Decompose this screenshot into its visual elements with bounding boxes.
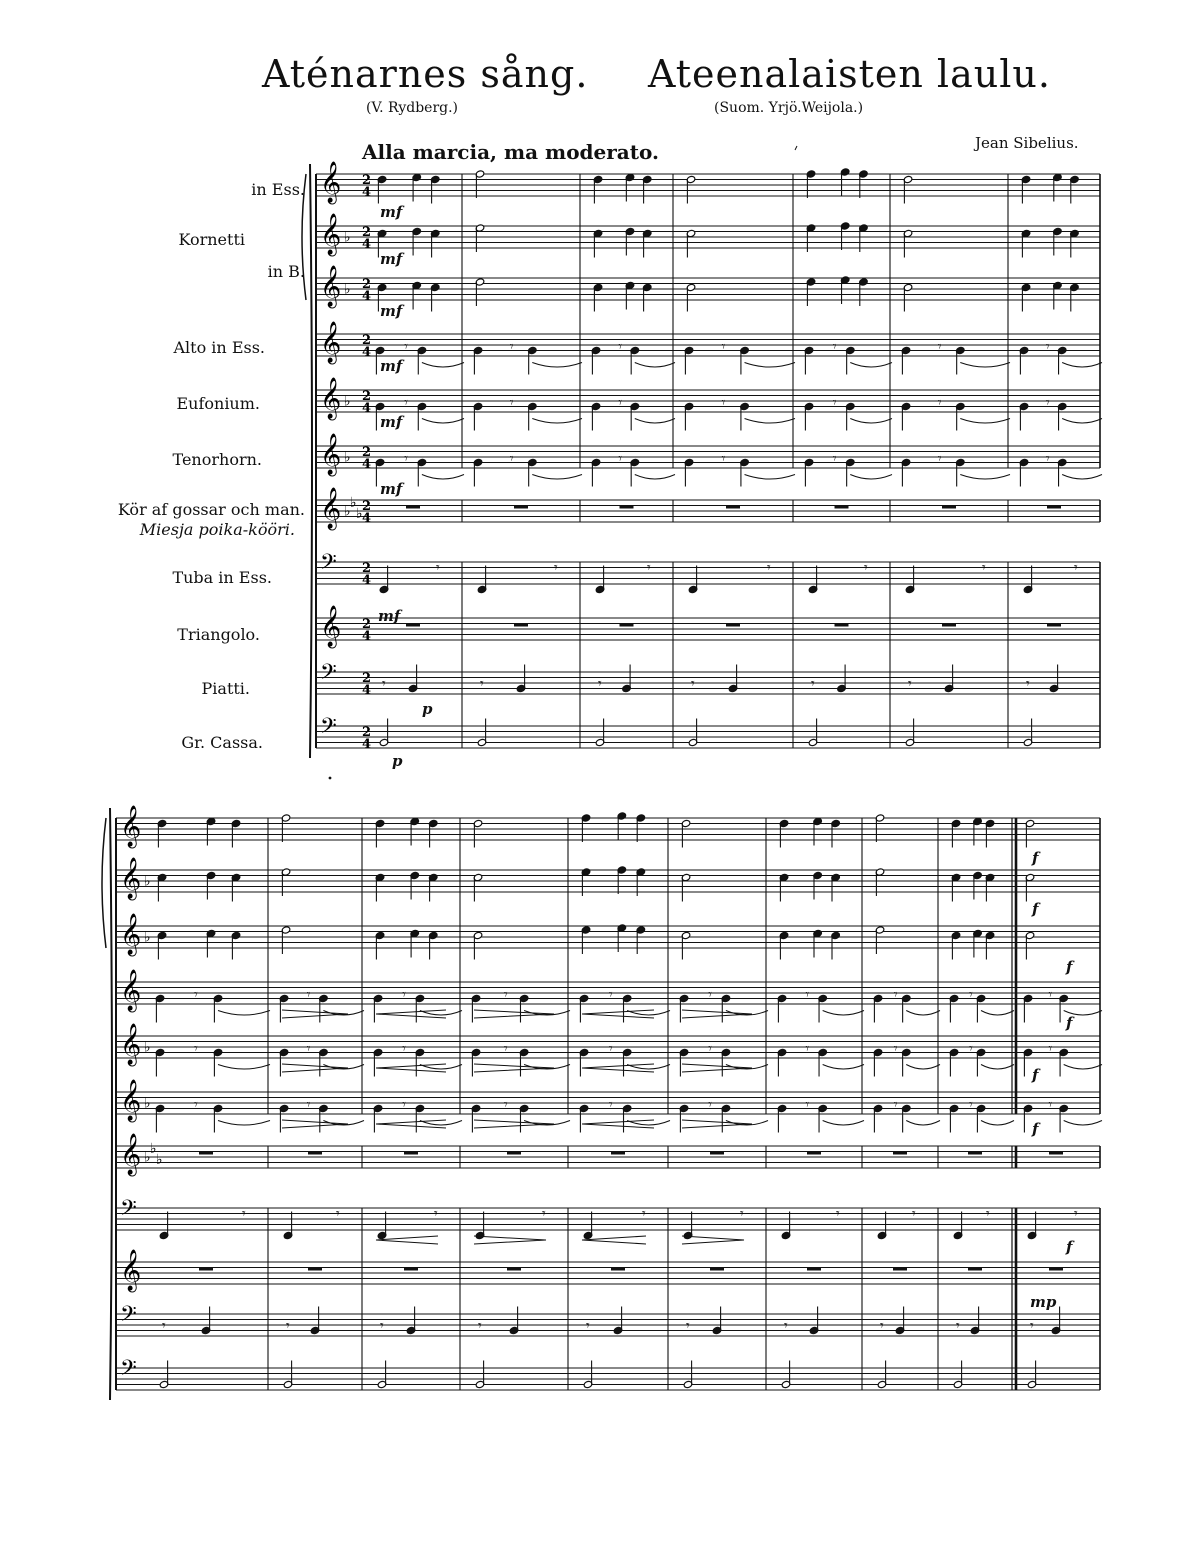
rest-icon: 𝄾	[721, 339, 726, 355]
rest-icon: 𝄾	[969, 1097, 973, 1113]
instrument-label-cornetti: Kornetti	[178, 230, 245, 249]
dynamic-mf: mf	[380, 357, 403, 375]
whole-rest	[611, 1268, 625, 1271]
whole-rest	[968, 1152, 982, 1155]
dynamic-f: f	[1032, 1120, 1039, 1138]
whole-rest	[507, 1268, 521, 1271]
flat-icon: ♭	[344, 281, 351, 298]
slur	[981, 1011, 1014, 1016]
time-signature-top: 2	[362, 445, 372, 460]
rest-icon: 𝄾	[740, 1206, 744, 1222]
rest-icon: 𝄾	[686, 1318, 690, 1334]
dynamic-f: f	[1066, 1238, 1073, 1256]
stray-mark	[329, 777, 332, 780]
whole-rest	[507, 1152, 521, 1155]
treble-clef-icon: 𝄞	[320, 162, 342, 203]
time-signature-bottom: 4	[362, 185, 372, 200]
rest-icon: 𝄾	[162, 1318, 166, 1334]
rest-icon: 𝄾	[402, 987, 406, 1003]
whole-rest	[199, 1152, 213, 1155]
rest-icon: 𝄾	[1026, 676, 1030, 692]
whole-rest	[406, 506, 420, 509]
instrument-label-euphonium: Eufonium.	[176, 394, 260, 413]
treble-clef-icon: 𝄞	[120, 1250, 142, 1291]
rest-icon: 𝄾	[880, 1318, 884, 1334]
treble-clef-icon: 𝄞	[120, 1134, 142, 1175]
rest-icon: 𝄾	[554, 560, 558, 576]
whole-rest	[726, 506, 740, 509]
time-signature-top: 2	[362, 671, 372, 686]
rest-icon: 𝄾	[986, 1206, 990, 1222]
lyricist-finnish: (Suom. Yrjö.Weijola.)	[714, 100, 864, 116]
tempo-marking: Alla marcia, ma moderato.	[362, 140, 659, 164]
slur	[532, 363, 582, 368]
flat-icon: ♭	[144, 929, 151, 946]
time-signature-bottom: 4	[362, 237, 372, 252]
rest-icon: 𝄾	[608, 987, 613, 1003]
time-signature-top: 2	[362, 561, 372, 576]
slur	[823, 1121, 864, 1126]
crescendo-hairpin	[582, 1010, 654, 1018]
treble-clef-icon: 𝄞	[120, 858, 142, 899]
instrument-label-tuba: Tuba in Ess.	[172, 568, 272, 587]
title-swedish: Aténarnes sång.	[262, 52, 589, 96]
rest-icon: 𝄾	[784, 1318, 788, 1334]
rest-icon: 𝄾	[893, 987, 898, 1003]
rest-icon: 𝄾	[306, 987, 311, 1003]
whole-rest	[807, 1152, 821, 1155]
rest-icon: 𝄾	[708, 1041, 712, 1057]
rest-icon: 𝄾	[691, 676, 695, 692]
bass-clef-icon: 𝄢	[120, 1302, 137, 1332]
rest-icon: 𝄾	[478, 1318, 482, 1334]
whole-rest	[620, 506, 634, 509]
flat-icon: ♭	[356, 506, 363, 522]
rest-icon: 𝄾	[509, 339, 514, 355]
diminuendo-hairpin	[474, 1236, 546, 1244]
time-signature-bottom: 4	[362, 511, 372, 526]
whole-rest	[710, 1152, 724, 1155]
slur	[635, 363, 675, 368]
composer: Jean Sibelius.	[975, 134, 1079, 152]
time-signature-top: 2	[362, 333, 372, 348]
flat-icon: ♭	[144, 1095, 151, 1112]
crescendo-hairpin	[582, 1120, 654, 1128]
stray-mark	[795, 146, 797, 150]
dynamic-f: f	[1032, 900, 1039, 918]
slur	[422, 475, 464, 480]
treble-clef-icon: 𝄞	[320, 378, 342, 419]
crescendo-hairpin	[376, 1064, 446, 1072]
whole-rest	[942, 624, 956, 627]
time-signature-bottom: 4	[362, 457, 372, 472]
treble-clef-icon: 𝄞	[320, 434, 342, 475]
whole-rest	[1049, 1152, 1063, 1155]
rest-icon: 𝄾	[1048, 987, 1053, 1003]
rest-icon: 𝄾	[864, 560, 868, 576]
rest-icon: 𝄾	[836, 1206, 840, 1222]
bass-clef-icon: 𝄢	[120, 1196, 137, 1226]
whole-rest	[404, 1152, 418, 1155]
slur	[635, 419, 675, 424]
rest-icon: 𝄾	[598, 676, 602, 692]
rest-icon: 𝄾	[1045, 451, 1050, 467]
whole-rest	[308, 1268, 322, 1271]
whole-rest	[199, 1268, 213, 1271]
diminuendo-hairpin	[474, 1010, 554, 1018]
rest-icon: 𝄾	[404, 395, 408, 411]
rest-icon: 𝄾	[1074, 1206, 1078, 1222]
whole-rest	[620, 624, 634, 627]
slur	[906, 1065, 940, 1070]
rest-icon: 𝄾	[642, 1206, 646, 1222]
slur	[1064, 1065, 1102, 1070]
instrument-label-choir-finnish: Miesja poika-kööri.	[139, 520, 295, 539]
rest-icon: 𝄾	[1030, 1318, 1034, 1334]
rest-icon: 𝄾	[937, 395, 942, 411]
flat-icon: ♭	[344, 503, 351, 520]
whole-rest	[807, 1268, 821, 1271]
time-signature-bottom: 4	[362, 289, 372, 304]
rest-icon: 𝄾	[404, 339, 408, 355]
rest-icon: 𝄾	[708, 1097, 712, 1113]
rest-icon: 𝄾	[434, 1206, 438, 1222]
slur	[422, 363, 464, 368]
cornet-brace	[302, 174, 306, 300]
bass-clef-icon: 𝄢	[320, 660, 337, 690]
rest-icon: 𝄾	[832, 339, 837, 355]
slur	[981, 1065, 1014, 1070]
rest-icon: 𝄾	[618, 451, 622, 467]
rest-icon: 𝄾	[608, 1097, 613, 1113]
whole-rest	[968, 1268, 982, 1271]
rest-icon: 𝄾	[380, 1318, 384, 1334]
treble-clef-icon: 𝄞	[320, 488, 342, 529]
slur	[960, 363, 1010, 368]
rest-icon: 𝄾	[893, 1041, 898, 1057]
instrument-label-alto: Alto in Ess.	[173, 338, 265, 357]
dynamic-mf: mf	[380, 250, 403, 268]
slur	[218, 1065, 270, 1070]
instrument-label-tenorhorn: Tenorhorn.	[172, 450, 262, 469]
whole-rest	[726, 624, 740, 627]
flat-icon: ♭	[144, 1039, 151, 1056]
slur	[1062, 475, 1102, 480]
rest-icon: 𝄾	[382, 676, 386, 692]
rest-icon: 𝄾	[404, 451, 408, 467]
cornet-brace	[102, 818, 106, 948]
crescendo-hairpin	[376, 1010, 446, 1018]
rest-icon: 𝄾	[509, 395, 514, 411]
rest-icon: 𝄾	[937, 339, 942, 355]
rest-icon: 𝄾	[805, 1041, 810, 1057]
whole-rest	[942, 506, 956, 509]
rest-icon: 𝄾	[1074, 560, 1078, 576]
diminuendo-hairpin	[682, 1010, 752, 1018]
slur	[218, 1011, 270, 1016]
whole-rest	[514, 506, 528, 509]
whole-rest	[1047, 624, 1061, 627]
instrument-label-cornet-ess: in Ess.	[251, 180, 305, 199]
rest-icon: 𝄾	[194, 1041, 198, 1057]
rest-icon: 𝄾	[402, 1041, 406, 1057]
dynamic-mf: mf	[380, 413, 403, 431]
slur	[218, 1121, 270, 1126]
rest-icon: 𝄾	[608, 1041, 613, 1057]
diminuendo-hairpin	[682, 1120, 752, 1128]
treble-clef-icon: 𝄞	[320, 214, 342, 255]
rest-icon: 𝄾	[242, 1206, 246, 1222]
slur	[635, 475, 675, 480]
instrument-label-bass-drum: Gr. Cassa.	[181, 733, 263, 752]
diminuendo-hairpin	[682, 1064, 752, 1072]
rest-icon: 𝄾	[969, 987, 973, 1003]
time-signature-top: 2	[362, 277, 372, 292]
rest-icon: 𝄾	[194, 987, 198, 1003]
whole-rest	[1049, 1268, 1063, 1271]
rest-icon: 𝄾	[805, 987, 810, 1003]
flat-icon: ♭	[156, 1152, 163, 1168]
diminuendo-hairpin	[282, 1010, 348, 1018]
rest-icon: 𝄾	[893, 1097, 898, 1113]
slur	[532, 419, 582, 424]
rest-icon: 𝄾	[194, 1097, 198, 1113]
whole-rest	[710, 1268, 724, 1271]
slur	[1062, 363, 1102, 368]
time-signature-bottom: 4	[362, 401, 372, 416]
diminuendo-hairpin	[282, 1120, 348, 1128]
instrument-label-choir-swedish: Kör af gossar och man.	[117, 500, 305, 519]
whole-rest	[835, 506, 849, 509]
rest-icon: 𝄾	[436, 560, 440, 576]
time-signature-bottom: 4	[362, 737, 372, 752]
dynamic-f: f	[1032, 1066, 1039, 1084]
rest-icon: 𝄾	[618, 395, 622, 411]
dynamic-mp: mp	[1030, 1293, 1057, 1311]
rest-icon: 𝄾	[503, 1041, 508, 1057]
dynamic-mf: mf	[380, 480, 403, 498]
dynamic-p: p	[392, 752, 403, 770]
slur	[1062, 419, 1102, 424]
whole-rest	[308, 1152, 322, 1155]
whole-rest	[611, 1152, 625, 1155]
slur	[745, 419, 795, 424]
system-brace	[110, 808, 112, 1400]
treble-clef-icon: 𝄞	[120, 1024, 142, 1065]
slur	[1064, 1121, 1102, 1126]
rest-icon: 𝄾	[480, 676, 484, 692]
slur	[422, 419, 464, 424]
slur	[532, 475, 582, 480]
dynamic-f: f	[1066, 958, 1073, 976]
time-signature-bottom: 4	[362, 573, 372, 588]
flat-icon: ♭	[344, 449, 351, 466]
rest-icon: 𝄾	[402, 1097, 406, 1113]
dynamic-f: f	[1066, 1014, 1073, 1032]
time-signature-bottom: 4	[362, 629, 372, 644]
time-signature-top: 2	[362, 725, 372, 740]
treble-clef-icon: 𝄞	[120, 914, 142, 955]
rest-icon: 𝄾	[1048, 1041, 1053, 1057]
slur	[960, 419, 1010, 424]
rest-icon: 𝄾	[832, 395, 837, 411]
slur	[745, 475, 795, 480]
crescendo-hairpin	[582, 1064, 654, 1072]
slur	[981, 1121, 1014, 1126]
bass-clef-icon: 𝄢	[120, 1356, 137, 1386]
dynamic-mf: mf	[380, 302, 403, 320]
rest-icon: 𝄾	[336, 1206, 340, 1222]
treble-clef-icon: 𝄞	[120, 970, 142, 1011]
flat-icon: ♭	[350, 495, 357, 511]
whole-rest	[893, 1152, 907, 1155]
dynamic-p: p	[422, 700, 433, 718]
time-signature-top: 2	[362, 225, 372, 240]
slur	[906, 1121, 940, 1126]
treble-clef-icon: 𝄞	[320, 322, 342, 363]
time-signature-top: 2	[362, 499, 372, 514]
rest-icon: 𝄾	[1045, 395, 1050, 411]
treble-clef-icon: 𝄞	[320, 606, 342, 647]
instrument-label-triangle: Triangolo.	[177, 625, 260, 644]
rest-icon: 𝄾	[618, 339, 622, 355]
rest-icon: 𝄾	[1048, 1097, 1053, 1113]
rest-icon: 𝄾	[969, 1041, 973, 1057]
bass-clef-icon: 𝄢	[320, 714, 337, 744]
flat-icon: ♭	[144, 873, 151, 890]
rest-icon: 𝄾	[306, 1097, 311, 1113]
rest-icon: 𝄾	[503, 987, 508, 1003]
rest-icon: 𝄾	[647, 560, 651, 576]
slur	[745, 363, 795, 368]
rest-icon: 𝄾	[956, 1318, 960, 1334]
dynamic-mf: mf	[380, 203, 403, 221]
rest-icon: 𝄾	[805, 1097, 810, 1113]
rest-icon: 𝄾	[767, 560, 771, 576]
system-brace	[310, 164, 312, 758]
slur	[960, 475, 1010, 480]
time-signature-top: 2	[362, 173, 372, 188]
rest-icon: 𝄾	[306, 1041, 311, 1057]
lyricist-swedish: (V. Rydberg.)	[366, 100, 459, 116]
dynamic-mf: mf	[378, 607, 401, 625]
rest-icon: 𝄾	[509, 451, 514, 467]
diminuendo-hairpin	[282, 1064, 348, 1072]
rest-icon: 𝄾	[908, 676, 912, 692]
whole-rest	[406, 624, 420, 627]
rest-icon: 𝄾	[721, 395, 726, 411]
rest-icon: 𝄾	[286, 1318, 290, 1334]
slur	[850, 363, 892, 368]
rest-icon: 𝄾	[937, 451, 942, 467]
instrument-label-cornet-b: in B.	[267, 262, 305, 281]
time-signature-bottom: 4	[362, 345, 372, 360]
flat-icon: ♭	[344, 393, 351, 410]
rest-icon: 𝄾	[721, 451, 726, 467]
rest-icon: 𝄾	[1045, 339, 1050, 355]
rest-icon: 𝄾	[542, 1206, 546, 1222]
diminuendo-hairpin	[474, 1120, 554, 1128]
crescendo-hairpin	[376, 1120, 446, 1128]
whole-rest	[1047, 506, 1061, 509]
rest-icon: 𝄾	[982, 560, 986, 576]
flat-icon: ♭	[144, 1149, 151, 1166]
flat-icon: ♭	[344, 229, 351, 246]
whole-rest	[514, 624, 528, 627]
rest-icon: 𝄾	[503, 1097, 508, 1113]
rest-icon: 𝄾	[832, 451, 837, 467]
rest-icon: 𝄾	[586, 1318, 590, 1334]
treble-clef-icon: 𝄞	[320, 266, 342, 307]
slur	[823, 1011, 864, 1016]
slur	[1064, 1011, 1102, 1016]
flat-icon: ♭	[150, 1141, 157, 1157]
treble-clef-icon: 𝄞	[120, 806, 142, 847]
whole-rest	[835, 624, 849, 627]
whole-rest	[404, 1268, 418, 1271]
time-signature-top: 2	[362, 389, 372, 404]
rest-icon: 𝄾	[708, 987, 712, 1003]
time-signature-top: 2	[362, 617, 372, 632]
slur	[850, 475, 892, 480]
instrument-label-cymbals: Piatti.	[201, 679, 250, 698]
diminuendo-hairpin	[474, 1064, 554, 1072]
slur	[850, 419, 892, 424]
whole-rest	[893, 1268, 907, 1271]
time-signature-bottom: 4	[362, 683, 372, 698]
rest-icon: 𝄾	[811, 676, 815, 692]
bass-clef-icon: 𝄢	[320, 550, 337, 580]
treble-clef-icon: 𝄞	[120, 1080, 142, 1121]
title-finnish: Ateenalaisten laulu.	[648, 52, 1051, 96]
rest-icon: 𝄾	[912, 1206, 916, 1222]
slur	[823, 1065, 864, 1070]
slur	[906, 1011, 940, 1016]
dynamic-f: f	[1032, 849, 1039, 867]
